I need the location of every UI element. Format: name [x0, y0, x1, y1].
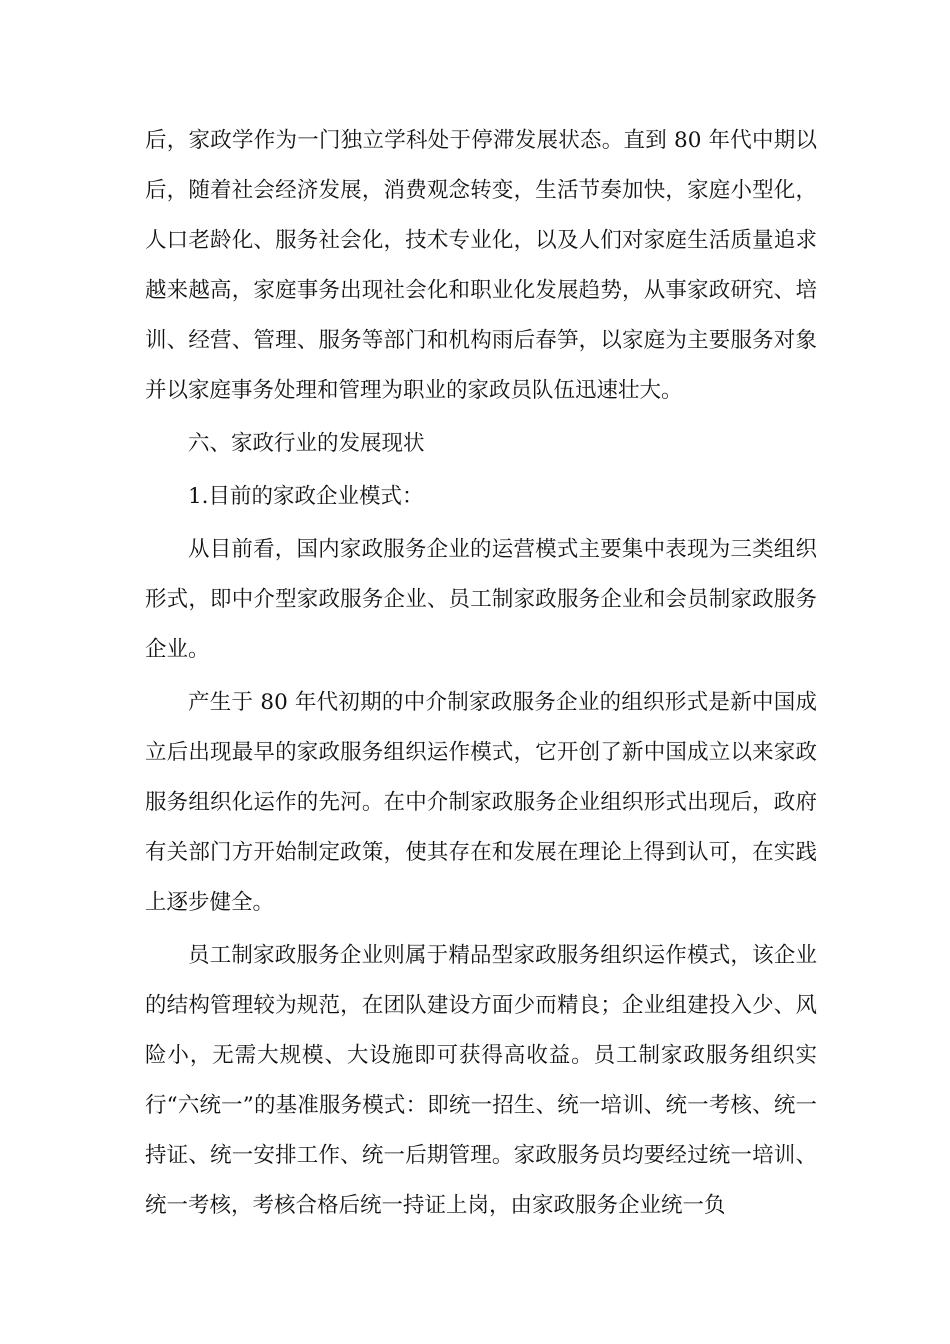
paragraph: 从目前看，国内家政服务企业的运营模式主要集中表现为三类组织形式，即中介型家政服务企业、员工制家政服务企业和会员制家政服务企业。 [145, 537, 817, 662]
document-body [145, 116, 817, 1234]
subsection-heading: 1.目前的家政企业模式： [188, 484, 424, 509]
section-heading: 六、家政行业的发展现状 [188, 431, 425, 456]
paragraph-continuation: 后，家政学作为一门独立学科处于停滞发展状态。直到 80 年代中期以后，随着社会经济发展，消费观念转变，生活节奏加快，家庭小型化，人口老龄化、服务社会化，技术专业化，以及人们对家庭生活质量追求越来越高，家庭事务出现社会化和职业化发展趋势，从事家政研究、培训、经营、管理、服务等部门和机构雨后春笋，以家庭为主要服务对象并以家庭事务处理和管理为职业的家政员队伍迅速壮大。 [145, 128, 817, 403]
paragraph: 员工制家政服务企业则属于精品型家政服务组织运作模式，该企业的结构管理较为规范，在团队建设方面少而精良；企业组建投入少、风险小，无需大规模、大设施即可获得高收益。员工制家政服务组织实行“六统一”的基准服务模式：即统一招生、统一培训、统一考核、统一持证、统一安排工作、统一后期管理。家政服务员均要经过统一培训、统一考核，考核合格后统一持证上岗，由家政服务企业统一负 [145, 943, 817, 1218]
paragraph: 产生于 80 年代初期的中介制家政服务企业的组织形式是新中国成立后出现最早的家政服务组织运作模式，它开创了新中国成立以来家政服务组织化运作的先河。在中介制家政服务企业组织形式出现后，政府有关部门方开始制定政策，使其存在和发展在理论上得到认可，在实践上逐步健全。 [145, 690, 817, 915]
